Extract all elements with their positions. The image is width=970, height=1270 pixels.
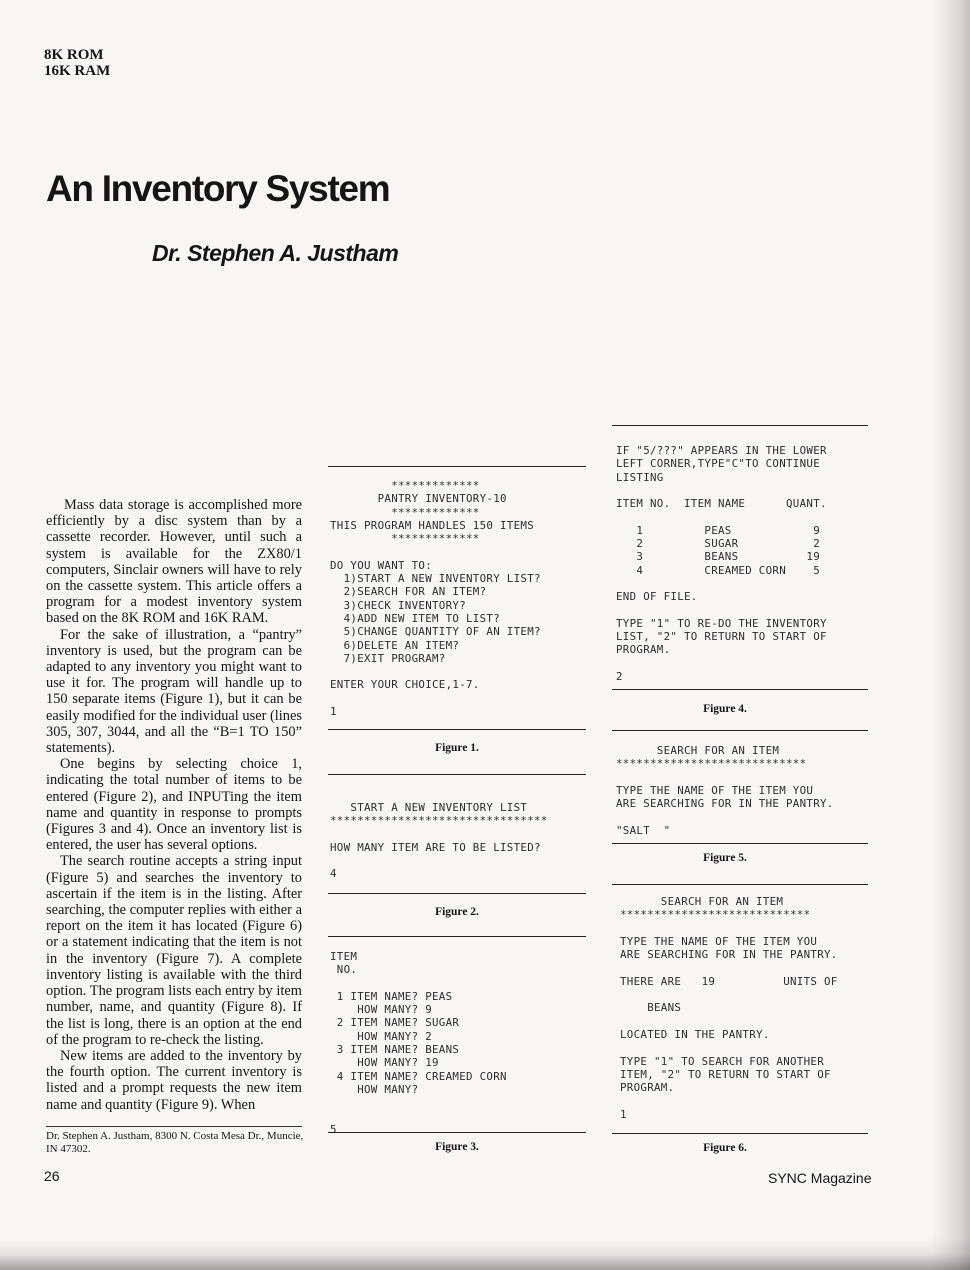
figure-5-caption: Figure 5. — [703, 852, 747, 864]
figure-6-screen: SEARCH FOR AN ITEM **************************** TYPE THE NAME OF THE ITEM YOU ARE SEARCHING FOR IN THE PANTRY. THERE ARE 19 UNITS OF BEANS LOCATED IN THE PANTRY. TYPE "1" TO SEARCH FOR ANOTHER ITEM, "2" TO RETURN TO START OF PROGRAM. 1 — [620, 895, 838, 1121]
figure-5-screen: SEARCH FOR AN ITEM **************************** TYPE THE NAME OF THE ITEM YOU ARE SEARCHING FOR IN THE PANTRY. "SALT " — [616, 744, 834, 837]
figure-6-bottom-rule — [612, 1133, 868, 1134]
spec-rom: 8K ROM — [44, 47, 104, 63]
page-bottom-edge — [0, 1238, 970, 1270]
paragraph: One begins by selecting choice 1, indicating the total number of items to be entered (Figure 2), and INPUTing the item name and quantity in response to prompts (Figures 3 and 4). Once an inventory list is entered, the user has several options. — [46, 756, 302, 854]
figure-5-bottom-rule — [612, 843, 868, 844]
figure-4-bottom-rule — [612, 689, 868, 690]
figure-1-screen: ************* PANTRY INVENTORY-10 ************* THIS PROGRAM HANDLES 150 ITEMS ************* DO YOU WANT TO: 1)START A NEW INVENTORY LIST? 2)SEARCH FOR AN ITEM? 3)CHECK INVENTORY? 4)ADD NEW ITEM TO LIST? 5)CHANGE QUANTITY OF AN ITEM? 6)DELETE AN ITEM? 7)EXIT PROGRAM? ENTER YOUR CHOICE,1-7. 1 — [330, 479, 541, 719]
figure-1-top-rule — [328, 466, 586, 467]
page-spine-shadow — [930, 0, 970, 1270]
author-address: Dr. Stephen A. Justham, 8300 N. Costa Mesa Dr., Muncie, IN 47302. — [46, 1130, 304, 1155]
figure-3-screen: ITEM NO. 1 ITEM NAME? PEAS HOW MANY? 9 2 ITEM NAME? SUGAR HOW MANY? 2 3 ITEM NAME? BEANS HOW MANY? 19 4 ITEM NAME? CREAMED CORN HOW MANY? 5 — [330, 950, 507, 1136]
figure-6-top-rule — [612, 884, 868, 885]
figure-5-top-rule — [612, 730, 868, 731]
paragraph: For the sake of illustration, a “pantry” inventory is used, but the program can be adapted to any inventory you might want to use it for. The program will handle up to 150 separate items (Figure 1), but it can be easily modified for the individual user (lines 305, 307, 3044, and all the “B=1 TO 150” statements). — [46, 626, 302, 757]
figure-2-caption: Figure 2. — [435, 906, 479, 918]
figure-2-screen: START A NEW INVENTORY LIST ******************************** HOW MANY ITEM ARE TO BE LISTED? 4 — [330, 801, 548, 881]
paragraph: New items are added to the inventory by the fourth option. The current inventory is listed and a prompt requests the new item name and quantity (Figure 9). When — [46, 1047, 302, 1113]
magazine-name: SYNC Magazine — [768, 1170, 872, 1186]
figure-3-bottom-rule — [328, 1132, 586, 1133]
figure-4-caption: Figure 4. — [703, 703, 747, 715]
spec-ram: 16K RAM — [44, 63, 111, 79]
article-body — [46, 497, 302, 1113]
article-author: Dr. Stephen A. Justham — [152, 240, 399, 266]
figure-1-caption: Figure 1. — [435, 742, 479, 754]
footnote-divider — [46, 1126, 302, 1127]
article-title: An Inventory System — [46, 168, 390, 209]
page-number: 26 — [44, 1168, 60, 1184]
figure-2-bottom-rule — [328, 893, 586, 894]
figure-4-screen: IF "5/???" APPEARS IN THE LOWER LEFT CORNER,TYPE"C"TO CONTINUE LISTING ITEM NO. ITEM NAME QUANT. 1 PEAS 9 2 SUGAR 2 3 BEANS 19 4 CREAMED CORN 5 END OF FILE. TYPE "1" TO RE-DO THE INVENTORY LIST, "2" TO RETURN TO START OF PROGRAM. 2 — [616, 444, 827, 684]
figure-1-bottom-rule — [328, 729, 586, 730]
figure-3-top-rule — [328, 936, 586, 937]
paragraph: Mass data storage is accomplished more efficiently by a disc system than by a cassette recorder. However, until such a system is available for the ZX80/1 computers, Sinclair owners will have to rely on the cassette system. This article offers a program for a modest inventory system based on the 8K ROM and 16K RAM. — [46, 497, 302, 627]
paragraph: The search routine accepts a string input (Figure 5) and searches the inventory to ascertain if the item is in the listing. After searching, the computer replies with either a report on the item it has located (Figure 6) or a statement indicating that the item is not in the inventory (Figure 7). A complete inventory listing is available with the third option. The program lists each entry by item number, name, and quantity (Figure 8). If the list is long, there is an option at the end of the program to re-check the listing. — [46, 853, 302, 1048]
figure-6-caption: Figure 6. — [703, 1142, 747, 1154]
figure-4-top-rule — [612, 425, 868, 426]
figure-3-caption: Figure 3. — [435, 1141, 479, 1153]
system-requirements — [44, 47, 110, 79]
figure-2-top-rule — [328, 774, 586, 775]
